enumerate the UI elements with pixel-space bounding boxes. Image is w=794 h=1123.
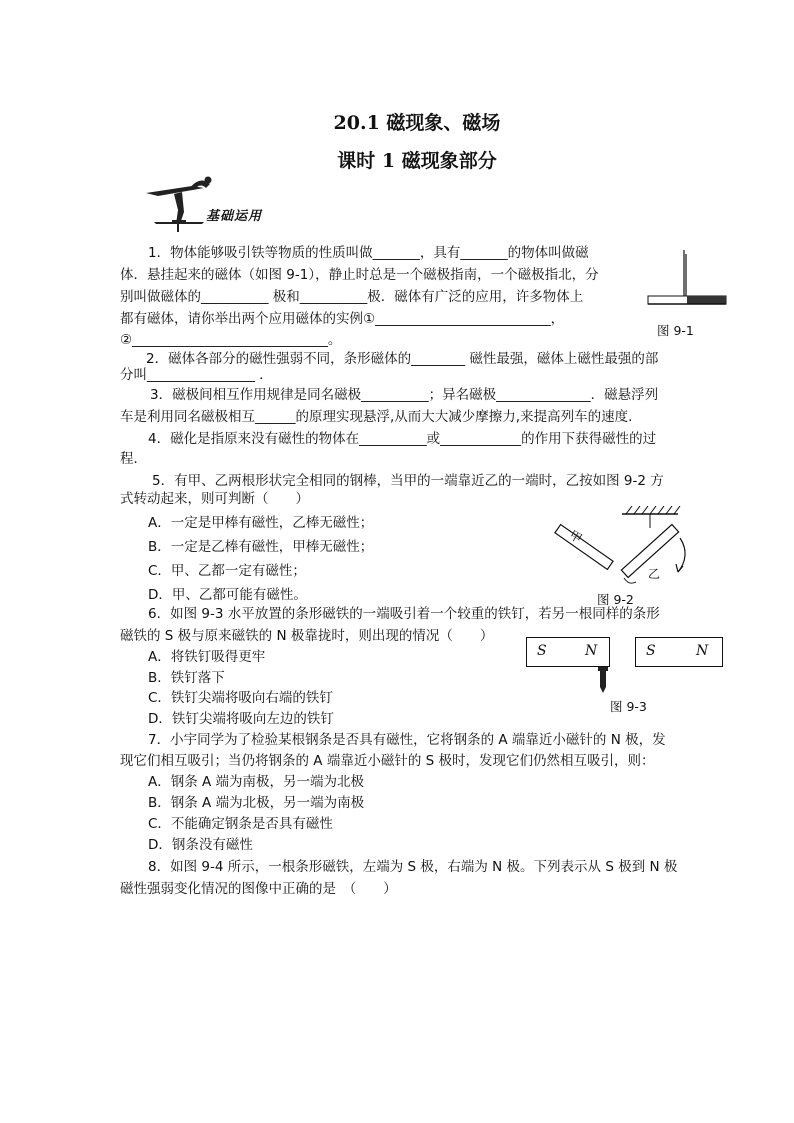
right-magnet-s-pole: S (646, 643, 656, 659)
text-line: 体．悬挂起来的磁体（如图 9-1），静止时总是一个磁极指南，一个磁极指北，分 (120, 267, 599, 283)
text-line: C．甲、乙都一定有磁性； (148, 563, 306, 579)
figure-9-2-caption: 图 9-2 (597, 592, 634, 607)
text-line: D．钢条没有磁性 (148, 837, 253, 853)
text-line: A．钢条 A 端为南极，另一端为北极 (148, 774, 365, 790)
figure-9-3-caption: 图 9-3 (610, 699, 647, 714)
text-line: A．将铁钉吸得更牢 (148, 649, 266, 665)
text-line: B．一定是乙棒有磁性，甲棒无磁性； (148, 539, 374, 555)
text-line: C．不能确定钢条是否具有磁性 (148, 816, 333, 832)
text-line: 4．磁化是指原来没有磁性的物体在__________或____________的作用下获得磁性的过 (148, 431, 657, 447)
text-line: A．一定是甲棒有磁性，乙棒无磁性； (148, 515, 374, 531)
text-line: 式转动起来，则可判断（ ） (120, 491, 309, 507)
left-magnet-s-pole: S (537, 643, 547, 659)
text-line: 2．磁体各部分的磁性强弱不同，条形磁体的________ 磁性最强，磁体上磁性最强的部 (146, 351, 659, 367)
right-magnet-n-pole: N (696, 643, 709, 659)
text-line: B．钢条 A 端为北极，另一端为南极 (148, 795, 365, 811)
iron-nail-icon (596, 667, 610, 693)
text-line: C．铁钉尖端将吸向右端的铁钉 (148, 690, 333, 706)
figure-9-2-rotating-bars (552, 506, 702, 590)
text-line: B．铁钉落下 (148, 670, 225, 686)
text-line: ②_____________________________。 (120, 332, 342, 348)
text-line: 7．小宇同学为了检验某根钢条是否具有磁性，它将钢条的 A 端靠近小磁针的 N 极，发 (148, 732, 666, 748)
figure-9-2-label-yi: 乙 (648, 567, 661, 581)
figure-9-2-label-jia: 甲 (567, 527, 585, 546)
text-line: 3．磁极间相互作用规律是同名磁极__________；异名磁极______________．磁悬浮列 (150, 387, 659, 403)
text-line: 磁性强弱变化情况的图像中正确的是 （ ） (120, 881, 397, 897)
text-line: 现它们相互吸引；当仍将钢条的 A 端靠近小磁针的 S 极时，发现它们仍然相互吸引，则： (120, 753, 655, 769)
text-line: 程． (120, 451, 147, 467)
text-line: 5．有甲、乙两根形状完全相同的钢棒，当甲的一端靠近乙的一端时，乙按如图 9-2 方 (152, 473, 664, 489)
page-title: 20.1 磁现象、磁场 (333, 112, 501, 134)
text-line: 都有磁体，请你举出两个应用磁体的实例①__________________________， (120, 311, 565, 327)
text-line: 1．物体能够吸引铁等物质的性质叫做_______，具有_______的物体叫做磁 (148, 245, 589, 261)
figure-9-3-right-magnet (635, 637, 723, 667)
text-line: 分叫________________ ． (120, 367, 273, 383)
page-subtitle: 课时 1 磁现象部分 (337, 150, 497, 172)
text-line: 6．如图 9-3 水平放置的条形磁铁的一端吸引着一个较重的铁钉，若另一根同样的条形 (148, 606, 660, 622)
text-line: D．铁钉尖端将吸向左边的铁钉 (148, 711, 334, 727)
text-line: 别叫做磁体的__________ 极和__________极．磁体有广泛的应用，许多物体上 (120, 289, 584, 305)
text-line: D．甲、乙都可能有磁性。 (148, 587, 307, 603)
left-magnet-n-pole: N (585, 643, 598, 659)
text-line: 8．如图 9-4 所示，一根条形磁铁，左端为 S 极，右端为 N 极。下列表示从 S 极到 N 极 (148, 859, 678, 875)
text-line: 车是利用同名磁极相互______的原理实现悬浮,从而大大减少摩擦力,来提高列车的速度. (120, 409, 633, 425)
figure-9-3-left-magnet (526, 637, 610, 667)
figure-9-1-hanging-magnet (644, 250, 730, 312)
section-label: 基础运用 (206, 209, 263, 224)
text-line: 磁铁的 S 极与原来磁铁的 N 极靠拢时，则出现的情况（ ） (120, 628, 494, 644)
figure-9-1-caption: 图 9-1 (657, 323, 694, 338)
